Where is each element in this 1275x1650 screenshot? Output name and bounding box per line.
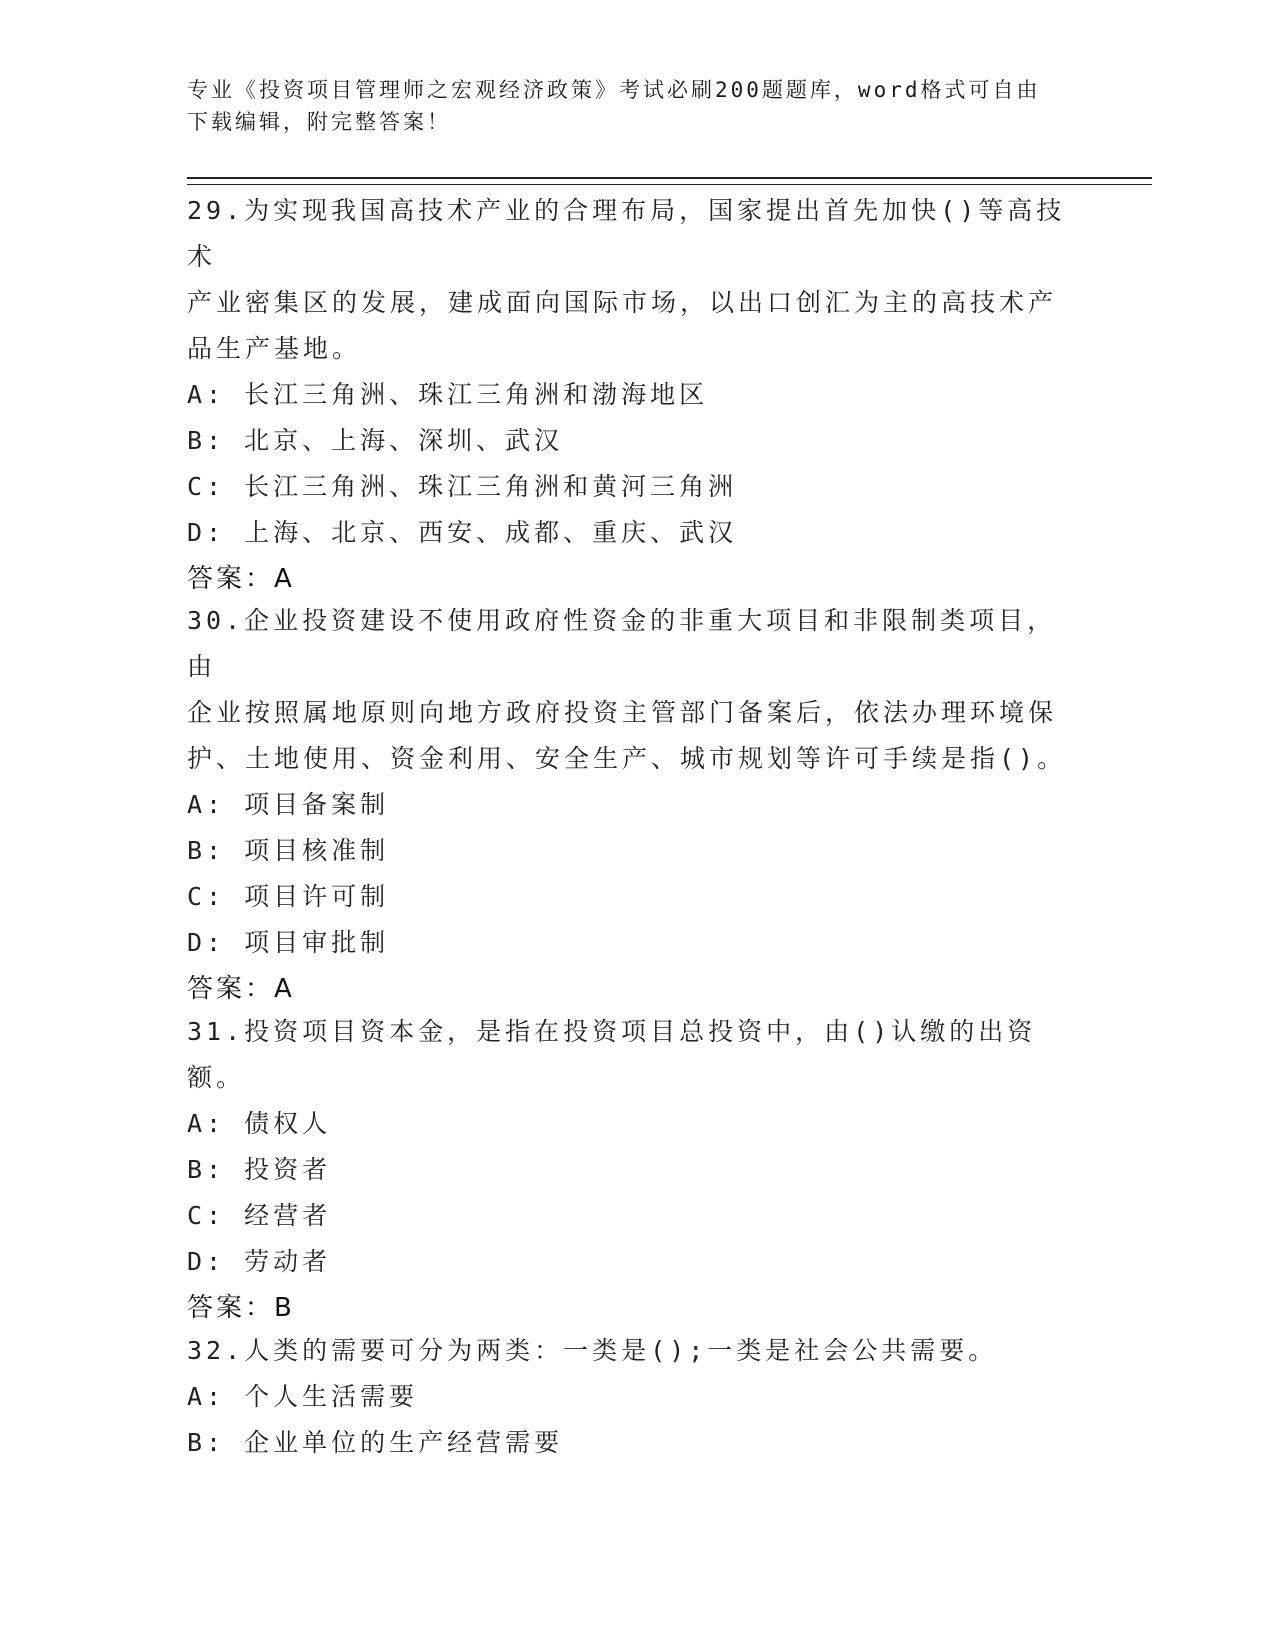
question-stem-line: 企业按照属地原则向地方政府投资主管部门备案后，依法办理环境保 bbox=[187, 698, 1058, 727]
header-line-1: 专业《投资项目管理师之宏观经济政策》考试必刷200题题库，word格式可自由 bbox=[187, 78, 1041, 102]
header-line-2: 下载编辑，附完整答案！ bbox=[187, 110, 451, 134]
option-b: B: 企业单位的生产经营需要 bbox=[187, 1428, 564, 1457]
answer: 答案：A bbox=[187, 564, 295, 594]
option-c: C: 项目许可制 bbox=[187, 882, 390, 911]
option-a: A: 项目备案制 bbox=[187, 790, 390, 819]
option-b: B: 项目核准制 bbox=[187, 836, 390, 865]
header-divider-top bbox=[187, 177, 1152, 179]
question-stem-line: 品生产基地。 bbox=[187, 334, 362, 363]
option-c: C: 长江三角洲、珠江三角洲和黄河三角洲 bbox=[187, 472, 738, 501]
question-stem-line: 32.人类的需要可分为两类：一类是();一类是社会公共需要。 bbox=[187, 1336, 998, 1365]
option-d: D: 上海、北京、西安、成都、重庆、武汉 bbox=[187, 518, 738, 547]
question-30 bbox=[187, 598, 1067, 1012]
header-divider-bottom bbox=[187, 184, 1152, 185]
question-stem-line: 30.企业投资建设不使用政府性资金的非重大项目和非限制类项目，由 bbox=[187, 606, 1057, 681]
option-b: B: 投资者 bbox=[187, 1155, 332, 1184]
question-stem-line: 产业密集区的发展，建成面向国际市场，以出口创汇为主的高技术产 bbox=[187, 288, 1058, 317]
answer: 答案：B bbox=[187, 1293, 295, 1323]
option-a: A: 个人生活需要 bbox=[187, 1382, 419, 1411]
question-31 bbox=[187, 1009, 1067, 1331]
option-a: A: 债权人 bbox=[187, 1109, 332, 1138]
option-b: B: 北京、上海、深圳、武汉 bbox=[187, 426, 564, 455]
document-header bbox=[187, 74, 1067, 138]
option-d: D: 项目审批制 bbox=[187, 928, 390, 957]
option-d: D: 劳动者 bbox=[187, 1247, 332, 1276]
question-stem-line: 31.投资项目资本金，是指在投资项目总投资中，由()认缴的出资额。 bbox=[187, 1017, 1037, 1092]
option-a: A: 长江三角洲、珠江三角洲和渤海地区 bbox=[187, 380, 709, 409]
question-stem-line: 29.为实现我国高技术产业的合理布局，国家提出首先加快()等高技术 bbox=[187, 196, 1066, 271]
question-29 bbox=[187, 188, 1067, 602]
option-c: C: 经营者 bbox=[187, 1201, 332, 1230]
question-32 bbox=[187, 1328, 1067, 1466]
question-stem-line: 护、土地使用、资金利用、安全生产、城市规划等许可手续是指()。 bbox=[187, 744, 1067, 773]
answer: 答案：A bbox=[187, 974, 295, 1004]
